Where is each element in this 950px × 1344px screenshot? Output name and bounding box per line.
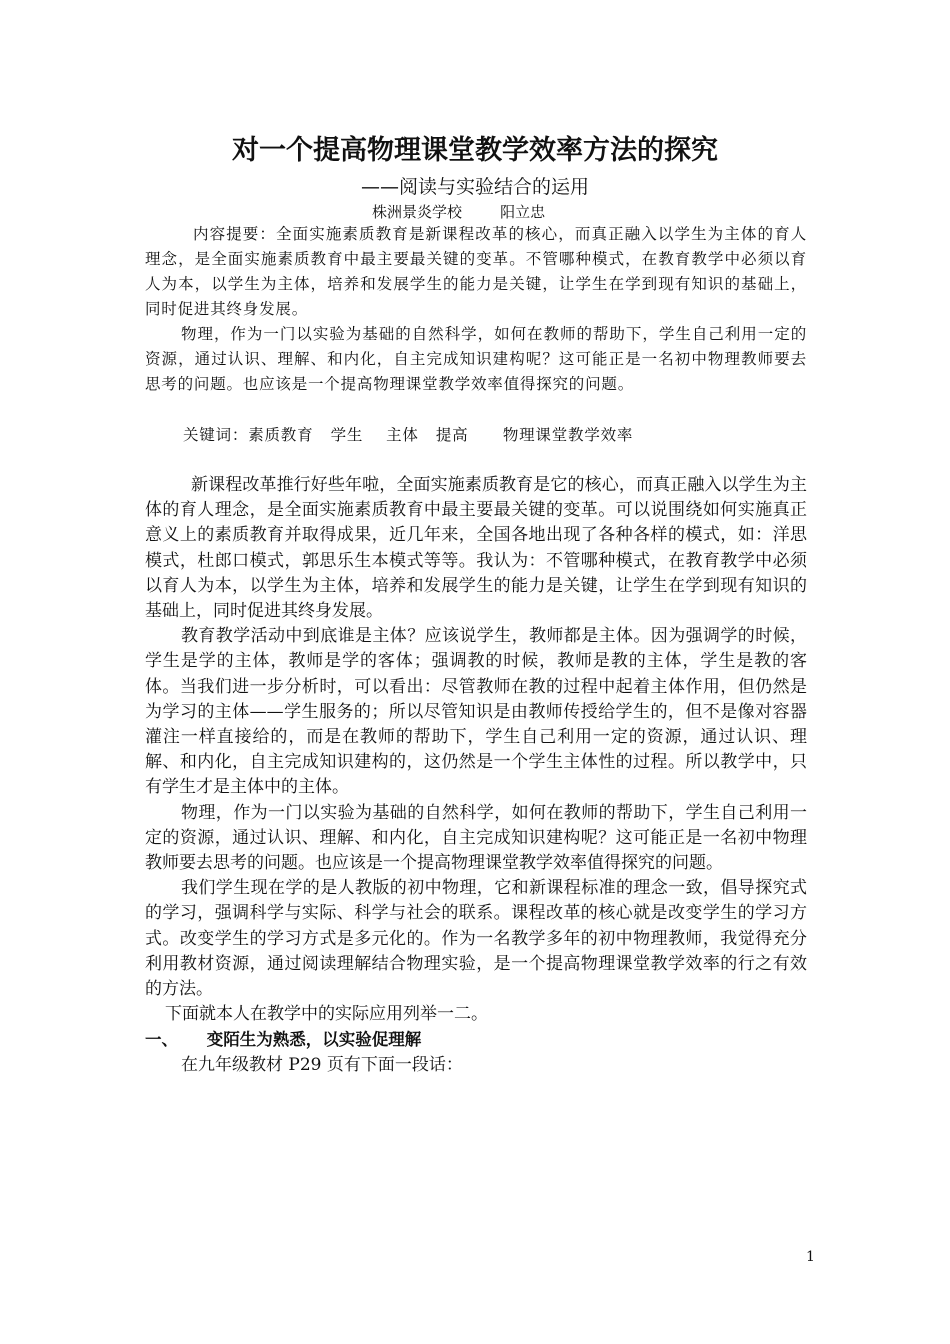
body-paragraph: 在九年级教材 P29 页有下面一段话：	[181, 1054, 463, 1075]
section-heading: 一、 变陌生为熟悉，以实验促理解	[145, 1030, 422, 1050]
document-title: 对一个提高物理课堂教学效率方法的探究	[232, 135, 718, 166]
author-line: 株洲景炎学校 阳立忠	[372, 203, 546, 221]
body-paragraph: 新课程改革推行好些年啦，全面实施素质教育是它的核心，而真正融入以学生为主体的育人理念，是全面实施素质教育中最主要最关键的变革。可以说围绕如何实施真正意义上的素质教育并取得成果，近几年来，全国各地出现了各种各样的模式，如：洋思模式，杜郎口模式，郭思乐生本模式等等。我认为：不管哪种模式，在教育教学中必须以育人为本，以学生为主体，培养和发展学生的能力是关键，让学生在学到现有知识的基础上，同时促进其终身发展。	[145, 475, 807, 622]
abstract-paragraph: 内容提要：全面实施素质教育是新课程改革的核心，而真正融入以学生为主体的育人理念，是全面实施素质教育中最主要最关键的变革。不管哪种模式，在教育教学中必须以育人为本，以学生为主体，培养和发展学生的能力是关键，让学生在学到现有知识的基础上，同时促进其终身发展。	[145, 225, 807, 318]
body-text	[145, 473, 807, 1078]
body-paragraph: 教育教学活动中到底谁是主体？应该说学生，教师都是主体。因为强调学的时候，学生是学的主体，教师是学的客体；强调教的时候，教师是教的主体，学生是教的客体。当我们进一步分析时，可以看出：尽管教师在教的过程中起着主体作用，但仍然是为学习的主体——学生服务的；所以尽管知识是由教师传授给学生的，但不是像对容器灌注一样直接给的，而是在教师的帮助下，学生自己利用一定的资源，通过认识、理解、和内化，自主完成知识建构的，这仍然是一个学生主体性的过程。所以教学中，只有学生才是主体中的主体。	[145, 626, 807, 798]
keywords: 关键词：素质教育 学生 主体 提高 物理课堂教学效率	[183, 426, 634, 444]
body-paragraph: 下面就本人在教学中的实际应用列举一二。	[165, 1004, 488, 1025]
body-paragraph: 物理，作为一门以实验为基础的自然科学，如何在教师的帮助下，学生自己利用一定的资源，通过认识、理解、和内化，自主完成知识建构呢？这可能正是一名初中物理教师要去思考的问题。也应该是一个提高物理课堂教学效率值得探究的问题。	[145, 802, 807, 874]
abstract-paragraph: 物理，作为一门以实验为基础的自然科学，如何在教师的帮助下，学生自己利用一定的资源，通过认识、理解、和内化，自主完成知识建构呢？这可能正是一名初中物理教师要去思考的问题。也应该是一个提高物理课堂教学效率值得探究的问题。	[145, 325, 807, 393]
document-subtitle: ——阅读与实验结合的运用	[360, 176, 589, 198]
body-paragraph: 我们学生现在学的是人教版的初中物理，它和新课程标准的理念一致，倡导探究式的学习，强调科学与实际、科学与社会的联系。课程改革的核心就是改变学生的学习方式。改变学生的学习方式是多元化的。作为一名教学多年的初中物理教师，我觉得充分利用教材资源，通过阅读理解结合物理实验，是一个提高物理课堂教学效率的行之有效的方法。	[145, 878, 807, 1000]
page-number: 1	[806, 1249, 815, 1265]
abstract	[145, 222, 807, 397]
